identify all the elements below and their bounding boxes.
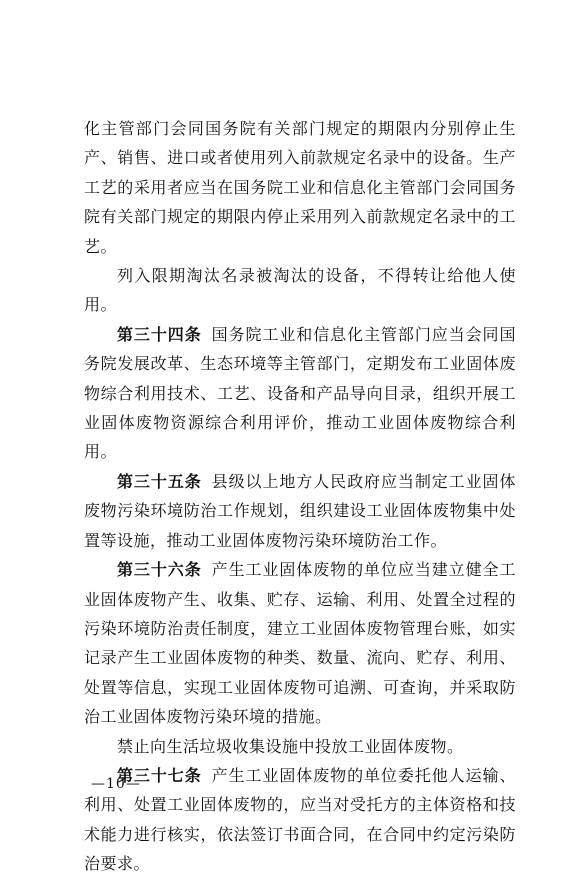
article-35 [84, 467, 516, 555]
paragraph-text: 列入限期淘汰名录被淘汰的设备，不得转让给他人使用。 [84, 266, 516, 315]
article-36 [84, 555, 516, 731]
article-34 [84, 320, 516, 467]
paragraph-dumping-ban [84, 732, 516, 761]
paragraph-transfer-ban [84, 261, 516, 320]
article-text: 国务院工业和信息化主管部门应当会同国务院发展改革、生态环境等主管部门，定期发布工业固体废物综合利用技术、工艺、设备和产品导向目录，组织开展工业固体废物资源综合利用评价，推动工业固体废物综合利用。 [84, 324, 516, 462]
article-heading: 第三十七条 [117, 765, 202, 785]
article-heading: 第三十六条 [117, 560, 202, 580]
paragraph-text: 禁止向生活垃圾收集设施中投放工业固体废物。 [117, 736, 464, 756]
article-37 [84, 761, 516, 879]
document-body [84, 114, 516, 879]
article-heading: 第三十四条 [117, 324, 202, 344]
article-text: 产生工业固体废物的单位委托他人运输、利用、处置工业固体废物的，应当对受托方的主体资格和技术能力进行核实，依法签订书面合同，在合同中约定污染防治要求。 [84, 765, 516, 874]
page-number: —10— [91, 776, 141, 792]
paragraph-continuation [84, 114, 516, 261]
article-heading: 第三十五条 [117, 471, 202, 491]
paragraph-text: 化主管部门会同国务院有关部门规定的期限内分别停止生产、销售、进口或者使用列入前款规定名录中的设备。生产工艺的采用者应当在国务院工业和信息化主管部门会同国务院有关部门规定的期限内停止采用列入前款规定名录中的工艺。 [84, 119, 516, 256]
article-text: 县级以上地方人民政府应当制定工业固体废物污染环境防治工作规划，组织建设工业固体废物集中处置等设施，推动工业固体废物污染环境防治工作。 [84, 471, 516, 550]
article-text: 产生工业固体废物的单位应当建立健全工业固体废物产生、收集、贮存、运输、利用、处置全过程的污染环境防治责任制度，建立工业固体废物管理台账，如实记录产生工业固体废物的种类、数量、流向、贮存、利用、处置等信息，实现工业固体废物可追溯、可查询，并采取防治工业固体废物污染环境的措施。 [84, 560, 516, 727]
